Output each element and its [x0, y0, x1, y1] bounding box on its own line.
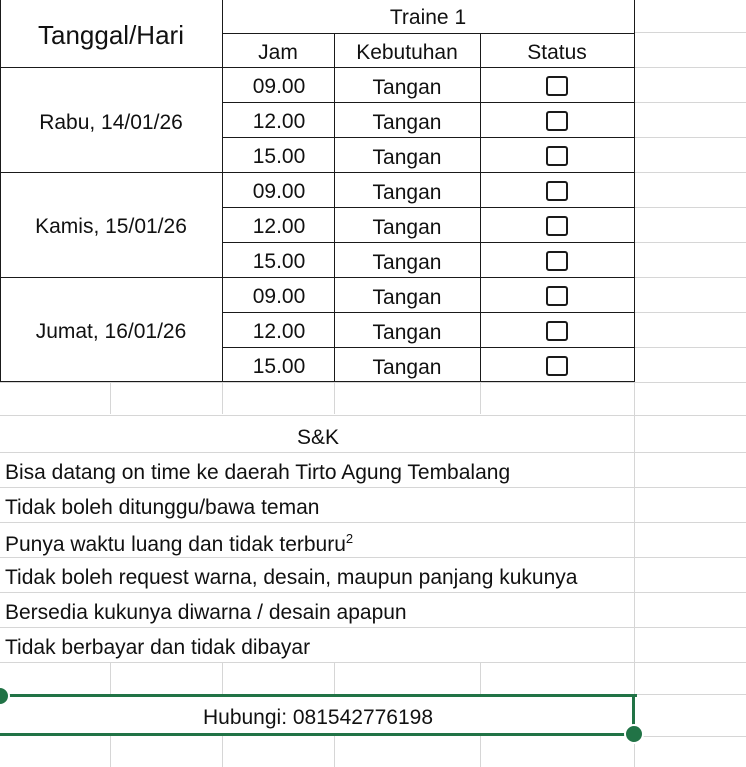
cell-kebutuhan[interactable]: Tangan — [372, 76, 442, 99]
terms-item-text: Punya waktu luang dan tidak terburu — [5, 533, 346, 556]
cell-jam[interactable]: 15.00 — [252, 355, 306, 378]
selection-handle-top-left[interactable] — [0, 686, 10, 706]
cell-kebutuhan[interactable]: Tangan — [372, 356, 442, 379]
cell-jam[interactable]: 09.00 — [252, 285, 306, 308]
status-checkbox[interactable] — [546, 216, 568, 236]
header-kebutuhan[interactable]: Kebutuhan — [356, 41, 458, 64]
cell-jam[interactable]: 09.00 — [252, 180, 306, 203]
cell-jam[interactable]: 12.00 — [252, 215, 306, 238]
cell-jam[interactable]: 12.00 — [252, 320, 306, 343]
day-label[interactable]: Kamis, 15/01/26 — [35, 215, 187, 238]
header-group[interactable]: Traine 1 — [389, 6, 467, 29]
terms-item[interactable]: Tidak boleh request warna, desain, maupun panjang kukunya — [5, 566, 578, 589]
status-checkbox[interactable] — [546, 76, 568, 96]
status-checkbox[interactable] — [546, 321, 568, 341]
status-checkbox[interactable] — [546, 286, 568, 306]
status-checkbox[interactable] — [546, 251, 568, 271]
header-date-col[interactable]: Tanggal/Hari — [38, 20, 184, 50]
terms-item[interactable]: Bersedia kukunya diwarna / desain apapun — [5, 601, 407, 624]
cell-kebutuhan[interactable]: Tangan — [372, 286, 442, 309]
cell-jam[interactable]: 15.00 — [252, 250, 306, 273]
contact-text[interactable]: Hubungi: 081542776198 — [202, 706, 434, 729]
cell-jam[interactable]: 09.00 — [252, 75, 306, 98]
header-status[interactable]: Status — [527, 41, 587, 64]
terms-title[interactable]: S&K — [296, 426, 340, 449]
day-label[interactable]: Jumat, 16/01/26 — [35, 320, 187, 343]
cell-kebutuhan[interactable]: Tangan — [372, 146, 442, 169]
cell-kebutuhan[interactable]: Tangan — [372, 181, 442, 204]
terms-item[interactable]: Bisa datang on time ke daerah Tirto Agung Tembalang — [5, 461, 511, 484]
selection-handle-bottom-right[interactable] — [624, 724, 644, 744]
terms-item[interactable]: Tidak berbayar dan tidak dibayar — [5, 636, 311, 659]
superscript: 2 — [345, 531, 354, 546]
status-checkbox[interactable] — [546, 146, 568, 166]
cell-kebutuhan[interactable]: Tangan — [372, 216, 442, 239]
terms-item[interactable] — [5, 532, 353, 555]
status-checkbox[interactable] — [546, 111, 568, 131]
cell-jam[interactable]: 12.00 — [252, 110, 306, 133]
cell-jam[interactable]: 15.00 — [252, 145, 306, 168]
cell-kebutuhan[interactable]: Tangan — [372, 321, 442, 344]
status-checkbox[interactable] — [546, 181, 568, 201]
cell-kebutuhan[interactable]: Tangan — [372, 111, 442, 134]
day-label[interactable]: Rabu, 14/01/26 — [39, 111, 183, 134]
cell-kebutuhan[interactable]: Tangan — [372, 251, 442, 274]
terms-item[interactable]: Tidak boleh ditunggu/bawa teman — [5, 496, 320, 519]
status-checkbox[interactable] — [546, 356, 568, 376]
header-jam[interactable]: Jam — [258, 41, 298, 64]
